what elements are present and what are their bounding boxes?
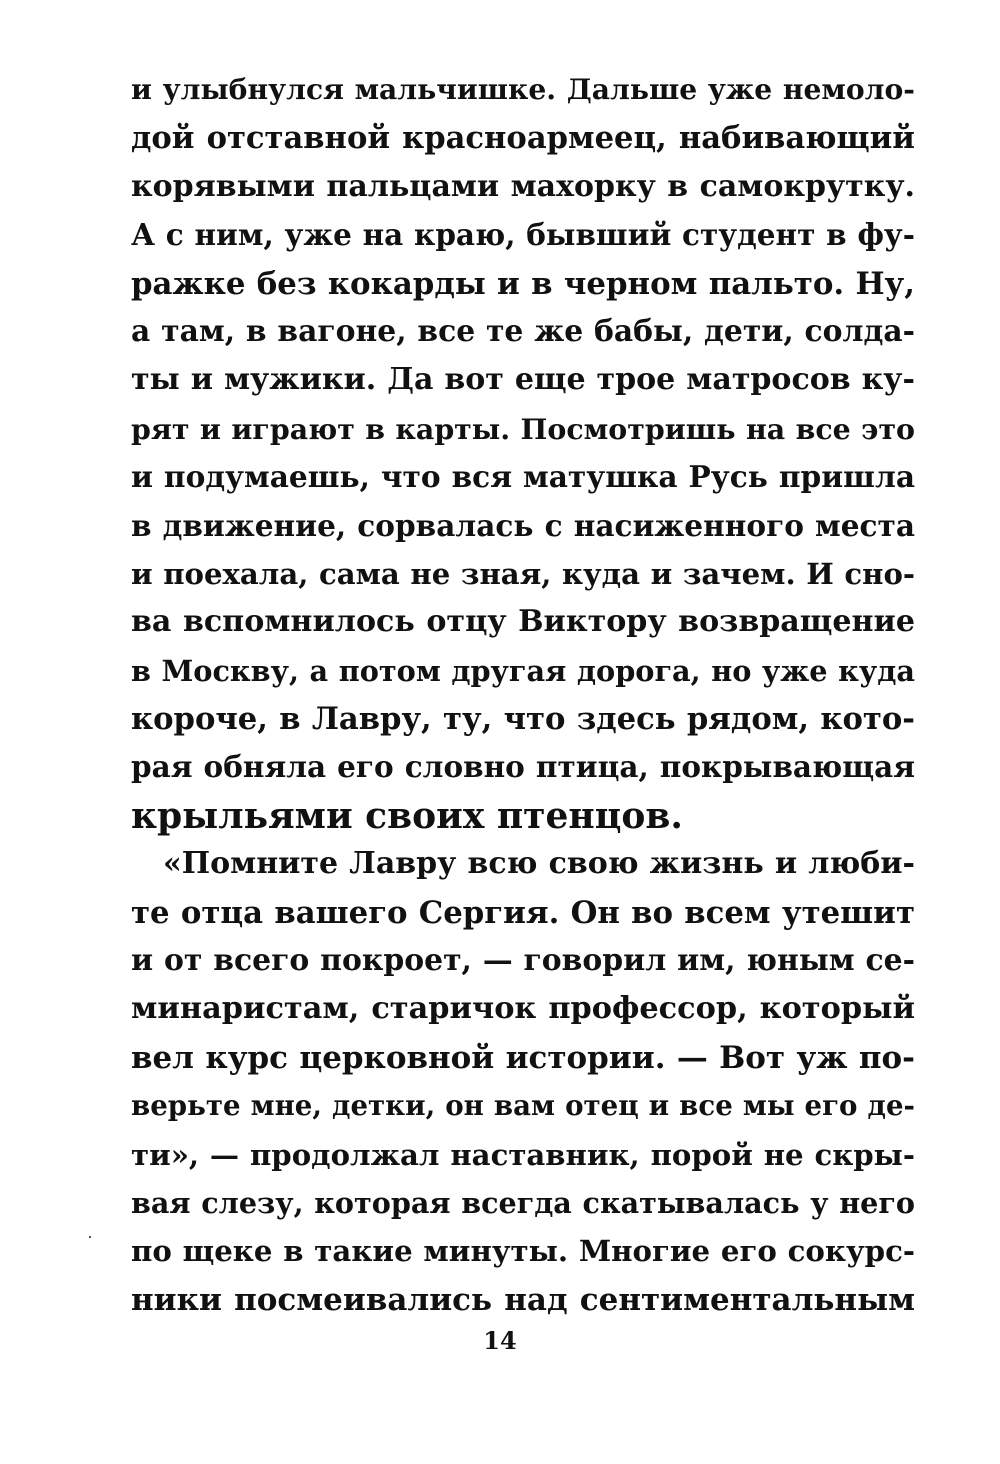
text-line: А с ним, уже на краю, бывший студент в фу- xyxy=(131,217,915,253)
text-line: в Москву, а потом другая дорога, но уже куда xyxy=(131,653,915,688)
page-number: 14 xyxy=(483,1326,517,1355)
text-line: ники посмеивались над сентиментальным xyxy=(131,1281,915,1318)
text-line: по щеке в такие минуты. Многие его сокурс- xyxy=(131,1234,915,1269)
text-line: ражке без кокарды и в черном пальто. Ну, xyxy=(131,265,915,302)
paragraph-1 xyxy=(131,66,915,840)
text-line: короче, в Лавру, ту, что здесь рядом, кото- xyxy=(131,701,915,738)
text-line: минаристам, старичок профессор, который xyxy=(131,991,915,1027)
text-line: дой отставной красноармеец, набивающий xyxy=(131,120,915,157)
text-line: ва вспомнилось отцу Виктору возвращение xyxy=(131,604,915,640)
print-speck xyxy=(89,1236,91,1238)
text-line: вая слезу, которая всегда скатывалась у него xyxy=(131,1185,915,1220)
text-line: «Помните Лавру всю свою жизнь и люби- xyxy=(163,846,915,882)
text-line: рят и играют в карты. Посмотришь на все это xyxy=(131,411,915,446)
paragraph-2 xyxy=(131,840,915,1324)
text-line: ты и мужики. Да вот еще трое матросов ку- xyxy=(131,362,915,398)
text-line: и подумаешь, что вся матушка Русь пришла xyxy=(131,459,915,495)
text-line: в движение, сорвалась с насиженного места xyxy=(131,507,915,543)
text-line: а там, в вагоне, все те же бабы, дети, солда- xyxy=(131,313,915,349)
text-line: вел курс церковной истории. — Вот уж по- xyxy=(131,1039,915,1076)
text-line: те отца вашего Сергия. Он во всем утешит xyxy=(131,894,915,931)
text-line: рая обняла его словно птица, покрывающая xyxy=(131,749,915,785)
text-line: крыльями своих птенцов. xyxy=(131,794,683,837)
text-line: корявыми пальцами махорку в самокрутку. xyxy=(131,168,915,204)
text-line: ти», — продолжал наставник, порой не скры- xyxy=(131,1137,915,1172)
text-line: и улыбнулся мальчишке. Дальше уже немоло- xyxy=(131,73,915,106)
body-text xyxy=(131,66,915,1324)
text-line: и от всего покроет, — говорил им, юным се- xyxy=(131,943,915,979)
text-line: и поехала, сама не зная, куда и зачем. И сно- xyxy=(131,556,915,591)
text-line: верьте мне, детки, он вам отец и все мы его де- xyxy=(131,1089,915,1123)
